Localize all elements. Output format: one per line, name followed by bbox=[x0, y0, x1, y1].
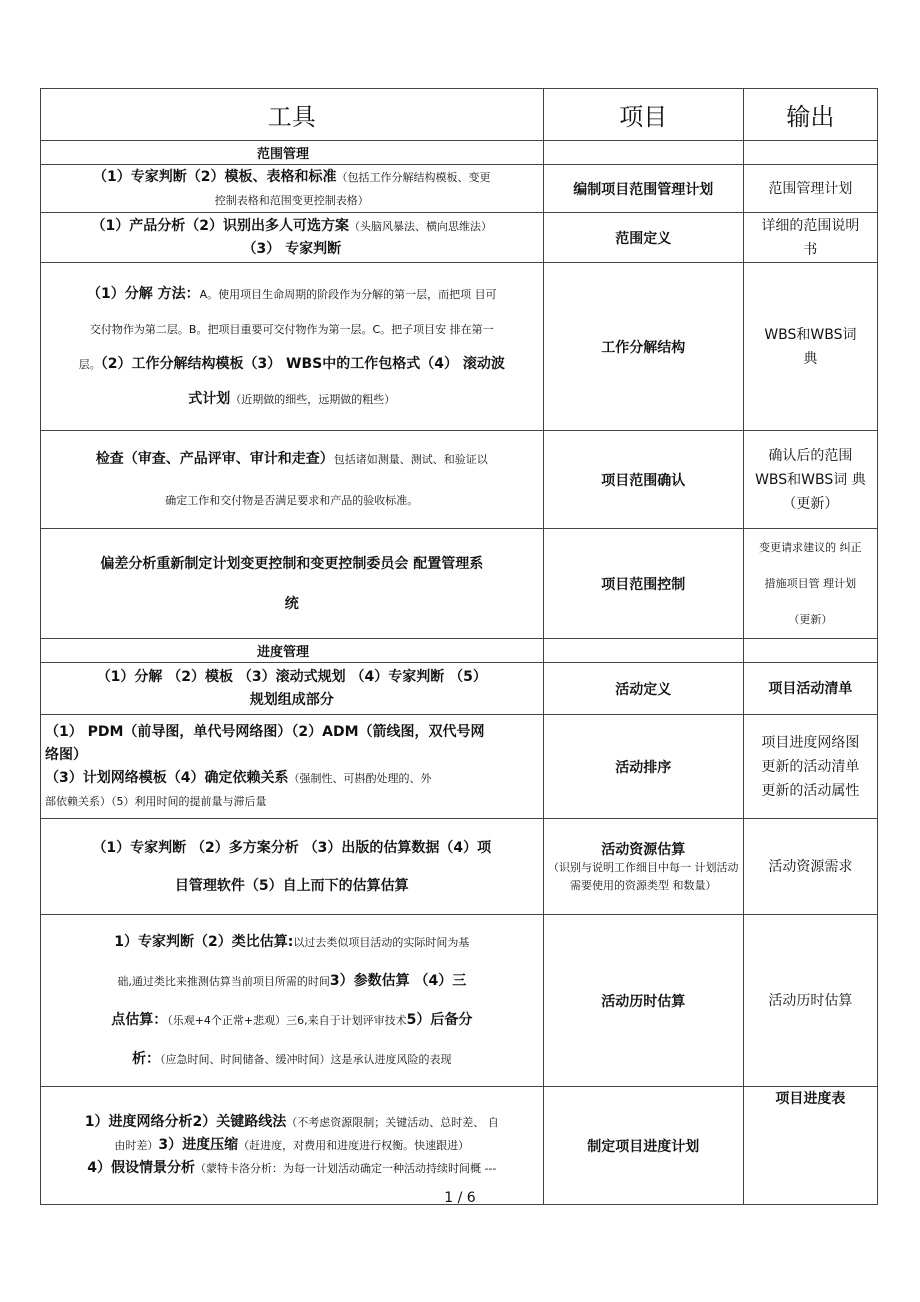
header-tools: 工具 bbox=[41, 89, 544, 141]
table-row bbox=[41, 915, 878, 1087]
table-row bbox=[41, 1087, 878, 1205]
section-label-scope: 范围管理 bbox=[41, 141, 544, 165]
tool-note: （不考虑资源限制；关键活动、总时差、 自 bbox=[286, 1116, 499, 1129]
tool-term: 4）假设情景分析 bbox=[87, 1160, 195, 1176]
tools-text-line bbox=[45, 480, 539, 521]
output-line: 活动历时估算 bbox=[768, 992, 853, 1009]
project-name: 活动排序 bbox=[615, 759, 672, 776]
output-cell bbox=[743, 715, 877, 819]
tools-text-line bbox=[45, 923, 539, 962]
output-line: （更新） bbox=[782, 495, 839, 512]
tools-text-line bbox=[45, 1134, 539, 1157]
tool-term: （1）产品分析（2）识别出多人可选方案 bbox=[91, 217, 350, 234]
output-cell bbox=[743, 213, 877, 263]
tools-cell bbox=[41, 431, 544, 529]
table-row bbox=[41, 819, 878, 915]
tool-term: （1）分解 方法： bbox=[86, 285, 200, 302]
output-line: 项目进度表 bbox=[775, 1091, 846, 1107]
tool-term: （3）计划网络模板（4）确定依赖关系 bbox=[45, 769, 289, 786]
tool-term: 3）参数估算 （4）三 bbox=[329, 972, 467, 989]
tools-text-line bbox=[45, 666, 539, 689]
tools-text-line bbox=[45, 215, 539, 238]
tool-term: 规划组成部分 bbox=[249, 691, 334, 708]
tool-term: 析： bbox=[132, 1050, 161, 1067]
tools-text-line bbox=[45, 767, 539, 790]
tool-note: （赶进度，对费用和进度进行权衡。快速跟进） bbox=[238, 1139, 470, 1152]
tool-term: 1）进度网络分析2）关键路线法 bbox=[84, 1114, 287, 1130]
project-cell bbox=[543, 715, 743, 819]
output-cell bbox=[743, 915, 877, 1087]
tool-note: 以过去类似项目活动的实际时间为基 bbox=[293, 935, 470, 949]
tool-note: 部依赖关系）（5）利用时间的提前量与滞后量 bbox=[45, 794, 267, 808]
tools-cell bbox=[41, 819, 544, 915]
tools-cell bbox=[41, 1087, 544, 1205]
tool-term: （1）专家判断 （2）多方案分析 （3）出版的估算数据（4）项 bbox=[92, 839, 492, 856]
tools-text-line bbox=[45, 867, 539, 905]
page-number: 1 / 6 bbox=[444, 1190, 476, 1206]
project-name: 项目范围确认 bbox=[601, 472, 686, 489]
table-row bbox=[41, 263, 878, 431]
tools-text-line bbox=[45, 829, 539, 867]
header-output: 输出 bbox=[743, 89, 877, 141]
project-name: 编制项目范围管理计划 bbox=[573, 181, 714, 198]
tool-term: （1）专家判断（2）模板、表格和标准 bbox=[93, 168, 337, 185]
table-row bbox=[41, 663, 878, 715]
tool-note: 层。 bbox=[78, 357, 101, 371]
tool-term: （2）工作分解结构模板（3） WBS中的工作包格式（4） 滚动波 bbox=[100, 355, 505, 372]
output-line: 措施项目管 理计划 bbox=[764, 576, 857, 590]
tools-text-line bbox=[45, 744, 539, 767]
tools-text-line bbox=[45, 382, 539, 417]
tool-note: （强制性、可斟酌处理的、外 bbox=[288, 771, 432, 785]
project-name: 工作分解结构 bbox=[601, 339, 686, 356]
tool-note: （包括工作分解结构模板、变更 bbox=[336, 170, 491, 184]
header-row bbox=[41, 89, 878, 141]
tool-note: （应急时间、时间储备、缓冲时间）这是承认进度风险的表现 bbox=[160, 1052, 452, 1066]
output-line: 书 bbox=[803, 241, 818, 258]
tools-text-line bbox=[45, 1157, 539, 1180]
output-cell bbox=[743, 819, 877, 915]
project-note: （识别与说明工作细目中每一 计划活动需要使用的资源类型 和数量） bbox=[547, 860, 739, 892]
section-row-scope bbox=[41, 141, 878, 165]
project-cell bbox=[543, 431, 743, 529]
project-cell bbox=[543, 915, 743, 1087]
tools-text-line bbox=[45, 544, 539, 584]
tools-text-line bbox=[45, 962, 539, 1001]
tools-text-line bbox=[45, 166, 539, 189]
project-name: 项目范围控制 bbox=[601, 576, 686, 593]
tools-cell bbox=[41, 213, 544, 263]
table-row bbox=[41, 529, 878, 639]
tool-term: 检查（审查、产品评审、审计和走查） bbox=[95, 450, 334, 467]
tools-cell bbox=[41, 715, 544, 819]
output-line: 项目活动清单 bbox=[768, 680, 853, 697]
tool-note: 交付物作为第二层。B。把项目重要可交付物作为第一层。C。把子项目安 排在第一 bbox=[89, 322, 494, 336]
section-row-schedule bbox=[41, 639, 878, 663]
tools-text-line bbox=[45, 584, 539, 624]
output-cell bbox=[743, 165, 877, 213]
tool-term: 点估算： bbox=[111, 1011, 168, 1028]
output-line: 详细的范围说明 bbox=[761, 217, 860, 234]
project-cell bbox=[543, 819, 743, 915]
tool-note: 由时差） bbox=[114, 1139, 159, 1152]
tool-note: （蒙特卡洛分析：为每一计划活动确定一种活动持续时间概 --- bbox=[194, 1162, 497, 1175]
output-line: WBS和WBS词 bbox=[764, 326, 857, 343]
tools-text-line bbox=[45, 277, 539, 312]
output-line: WBS和WBS词 典 bbox=[755, 471, 866, 488]
tool-term: 偏差分析重新制定计划变更控制和变更控制委员会 配置管理系 bbox=[100, 555, 484, 572]
tool-note: 确定工作和交付物是否满足要求和产品的验收标准。 bbox=[165, 493, 419, 507]
table-row bbox=[41, 213, 878, 263]
tools-text-line bbox=[45, 347, 539, 382]
output-cell bbox=[743, 663, 877, 715]
table-row bbox=[41, 165, 878, 213]
project-cell bbox=[543, 1087, 743, 1205]
tool-term: 5）后备分 bbox=[406, 1011, 473, 1028]
project-name: 活动资源估算 bbox=[601, 841, 686, 858]
project-name: 活动定义 bbox=[615, 681, 672, 698]
tools-text-line bbox=[45, 1001, 539, 1040]
tools-text-line bbox=[45, 721, 539, 744]
output-line: 范围管理计划 bbox=[768, 180, 853, 197]
tools-cell bbox=[41, 663, 544, 715]
tool-term: 1）专家判断（2）类比估算: bbox=[114, 933, 294, 950]
tools-text-line bbox=[45, 689, 539, 712]
project-cell bbox=[543, 263, 743, 431]
output-line: （更新） bbox=[788, 612, 833, 626]
tool-term: 目管理软件（5）自上而下的估算估算 bbox=[174, 877, 409, 894]
tools-cell bbox=[41, 915, 544, 1087]
output-line: 项目进度网络图 bbox=[761, 734, 860, 751]
tool-note: （头脑风暴法、横向思维法） bbox=[349, 219, 493, 233]
tools-cell bbox=[41, 263, 544, 431]
output-cell bbox=[743, 431, 877, 529]
project-cell bbox=[543, 165, 743, 213]
output-cell bbox=[743, 263, 877, 431]
output-cell bbox=[743, 529, 877, 639]
tools-text-line bbox=[45, 312, 539, 347]
tools-text-line bbox=[45, 439, 539, 480]
tools-text-line bbox=[45, 790, 539, 813]
project-name: 制定项目进度计划 bbox=[587, 1138, 700, 1155]
tool-note: 包括诸如测量、测试、和验证以 bbox=[333, 452, 488, 466]
output-line: 典 bbox=[803, 350, 818, 367]
tool-note: （近期做的细些，远期做的粗些） bbox=[230, 392, 396, 406]
output-line: 活动资源需求 bbox=[768, 858, 853, 875]
project-cell bbox=[543, 213, 743, 263]
tools-cell bbox=[41, 529, 544, 639]
tools-text-line bbox=[45, 189, 539, 212]
tools-text-line bbox=[45, 238, 539, 261]
tools-projects-outputs-table bbox=[40, 88, 878, 1205]
project-cell bbox=[543, 663, 743, 715]
tool-term: 络图） bbox=[45, 746, 87, 763]
tool-note: 控制表格和范围变更控制表格） bbox=[214, 193, 369, 207]
table-row bbox=[41, 715, 878, 819]
project-cell bbox=[543, 529, 743, 639]
tool-note: （乐观+4个正常+悲观）三6,来自于计划评审技术 bbox=[167, 1013, 407, 1027]
tools-text-line bbox=[45, 1111, 539, 1134]
output-cell bbox=[743, 1087, 877, 1205]
tool-term: （3） 专家判断 bbox=[242, 240, 342, 257]
output-line: 变更请求建议的 纠正 bbox=[759, 540, 862, 554]
tool-term: （1）分解 （2）模板 （3）滚动式规划 （4）专家判断 （5） bbox=[96, 668, 487, 685]
table-row bbox=[41, 431, 878, 529]
tool-note: A。使用项目生命周期的阶段作为分解的第一层，而把项 目可 bbox=[199, 287, 497, 301]
tool-note: 础,通过类比来推测估算当前项目所需的时间 bbox=[117, 974, 330, 988]
tools-cell bbox=[41, 165, 544, 213]
tools-text-line bbox=[45, 1040, 539, 1079]
output-line: 更新的活动属性 bbox=[761, 782, 860, 799]
project-name: 范围定义 bbox=[615, 230, 672, 247]
tool-term: （1） PDM（前导图，单代号网络图）（2）ADM（箭线图，双代号网 bbox=[45, 723, 485, 740]
tool-term: 式计划 bbox=[188, 390, 231, 407]
project-name: 活动历时估算 bbox=[601, 993, 686, 1010]
output-line: 更新的活动清单 bbox=[761, 758, 860, 775]
tool-term: 3）进度压缩 bbox=[158, 1137, 239, 1153]
section-label-schedule: 进度管理 bbox=[41, 639, 544, 663]
header-project: 项目 bbox=[543, 89, 743, 141]
output-line: 确认后的范围 bbox=[768, 447, 853, 464]
tool-term: 统 bbox=[284, 595, 299, 612]
